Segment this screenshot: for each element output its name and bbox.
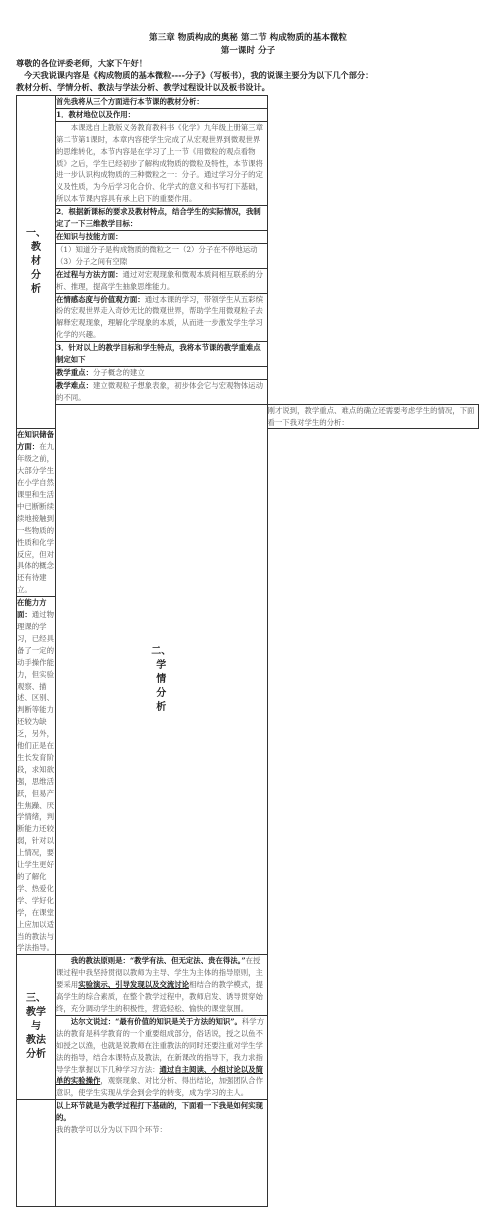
section-label-char: 教法 <box>26 1035 46 1047</box>
section-label-char: 与 <box>31 1021 41 1033</box>
difficulty-text: 建立微观粒子想象表象，初步体会它与宏观物体运动的不同。 <box>56 380 263 402</box>
learning-methods: 通过自主阅读、小组讨论以及简单的实验操作 <box>56 1064 263 1086</box>
section-label-char: 材 <box>31 256 41 268</box>
attitude-goal-text: 通过本课的学习，带领学生从五彩缤纷的宏观世界走入奇妙无比的微观世界，帮助学生用微观粒子去解释宏观现象，理解化学现象的本质，从而进一步激发学生学习化学的兴趣。 <box>56 294 263 340</box>
materials-heading-1: 1．教材地位以及作用： <box>56 108 268 121</box>
materials-heading-2: 2．根据新课标的要求及教材特点，结合学生的实际情况，我制定了一下三维教学目标： <box>56 206 268 231</box>
key-point-label: 教学重点： <box>56 367 93 377</box>
section-label-char: 学 <box>156 659 167 671</box>
teaching-text-b: 相结合的教学模式，提高学生的综合素质，在整个教学过程中，教师启发、诱导贯穿始终，充分调动学生的积极性，营造轻松、愉快的课堂氛围。 <box>56 980 263 1013</box>
lesson-table <box>16 95 479 1207</box>
greeting: 尊敬的各位评委老师，大家下午好！ <box>16 58 148 68</box>
section-label-students <box>56 404 268 955</box>
table-row <box>17 96 479 109</box>
materials-heading-3: 3．针对以上的教学目标和学生特点，我将本节课的教学重难点制定如下 <box>56 342 268 367</box>
ability-text: 通过物理课的学习，已经具备了一定的动手操作能力，但实验观察、描述、区别、判断等能力还较为缺乏，另外，他们正是在生长发育阶段，求知欲强，思维活跃，但易产生焦躁、厌学情绪，判断能力还较弱，针对以上情况，要让学生更好的了解化学、热爱化学、学好化学，在课堂上应加以适当的教法与学法指导。 <box>17 610 54 953</box>
section-label-char: 分 <box>31 270 41 282</box>
difficulty-label: 教学难点： <box>56 380 93 390</box>
section-label-materials <box>17 96 56 429</box>
process-lead: 以上环节就是为教学过程打下基础的，下面看一下我是如何实现的。 <box>56 1101 263 1123</box>
document-title: 第三章 物质构成的奥秘 第二节 构成物质的基本微粒 <box>148 33 348 43</box>
materials-lead: 首先我将从三个方面进行本节课的教材分析： <box>56 96 268 109</box>
section-label-methods <box>17 955 56 1100</box>
knowledge-goal-label: 在知识与技能方面： <box>56 230 268 243</box>
table-row <box>17 955 479 1016</box>
section-label-char: 析 <box>156 701 167 713</box>
section-label-char: 情 <box>156 673 167 685</box>
key-point-text: 分子概念的建立 <box>92 367 145 377</box>
table-row <box>17 404 479 429</box>
section-label-char: 分析 <box>26 1049 46 1061</box>
knowledge-goal-text: （1）知道分子是构成物质的微粒之一（2）分子在不停地运动（3）分子之间有空隙 <box>56 243 268 268</box>
knowledge-reserve-text: 在九年级之前，大部分学生在小学自然课里和生活中已断断续续地接触到一些物质的性质和化学反应，但对具体的概念还有待建立。 <box>17 442 54 595</box>
teaching-principle: 我的教法原则是：“教学有法、但无定法、贵在得法。” <box>70 956 246 966</box>
ability-label: 在能力方面： <box>17 598 47 620</box>
table-row <box>17 1100 479 1207</box>
darwin-quote: 达尔文说过：“最有价值的知识是关于方法的知识”。 <box>70 1016 242 1026</box>
document-subtitle: 第一课时 分子 <box>220 46 276 56</box>
attitude-goal-label: 在情感态度与价值观方面： <box>56 294 145 304</box>
process-text: 我的教学可以分为以下四个环节： <box>56 1125 167 1135</box>
section-label-process <box>17 1100 56 1207</box>
learning-text-a: 科学方法的教育是科学教育的一个重要组成部分，俗话说，授之以鱼不如授之以渔，也就是说教师在注重教法的同时还要注重对学生学法的指导，结合本课特点及教法，在新课改的指导下，我力求指导学生掌握以下几种学习方法： <box>56 1016 265 1074</box>
teaching-text-a: 在授课过程中我坚持贯彻以教师为主导、学生为主体的指导原则，主要采用 <box>56 956 263 990</box>
process-goal-text: 通过对宏观现象和微观本质间相互联系的分析、推理，提高学生抽象思维能力。 <box>56 269 263 291</box>
section-label-char: 教学 <box>26 1007 46 1019</box>
section-label-char: 分 <box>156 687 167 699</box>
section-label-char: 二、 <box>151 645 172 657</box>
section-label-char: 一、 <box>26 228 46 240</box>
intro-line-1: 今天我说课内容是《构成物质的基本微粒----分子》（写板书），我的说课主要分为以下几个部分： <box>24 70 374 80</box>
intro-line-2: 教材分析、学情分析、教法与学法分析、教学过程设计以及板书设计。 <box>16 82 270 92</box>
process-goal-label: 在过程与方法方面： <box>56 269 123 279</box>
materials-paragraph: 本课选自上教版义务教育教科书《化学》九年级上册第三章第二节第1课时，本章内容使学生完成了从宏观世界到微观世界的思维转化，本节内容是在学习了上一节《用微粒的观点看物质》之后，学生已经初步了解构成物质的微粒及特性，本节课将进一步认识构成物质的三种微粒之一：分子。通过学习分子的定义及性质，为今后学习化合价、化学式的意义和书写打下基础，所以本节课内容具有承上启下的重要作用。 <box>56 122 263 204</box>
learning-text-b: ，观察现象、对比分析、得出结论，加强团队合作意识，使学生实现从学会到会学的转变，成为学习的主人。 <box>56 1076 263 1098</box>
knowledge-reserve-label: 在知识储备方面： <box>17 430 54 452</box>
section-label-char: 三、 <box>26 993 46 1005</box>
students-intro: 刚才说到，教学重点、难点的确立还需要考虑学生的情况，下面看一下我对学生的分析： <box>267 404 479 429</box>
section-label-char: 教 <box>31 242 41 254</box>
section-label-char: 析 <box>31 284 41 296</box>
teaching-methods: 实验演示、引导发现以及交流讨论 <box>78 980 190 990</box>
